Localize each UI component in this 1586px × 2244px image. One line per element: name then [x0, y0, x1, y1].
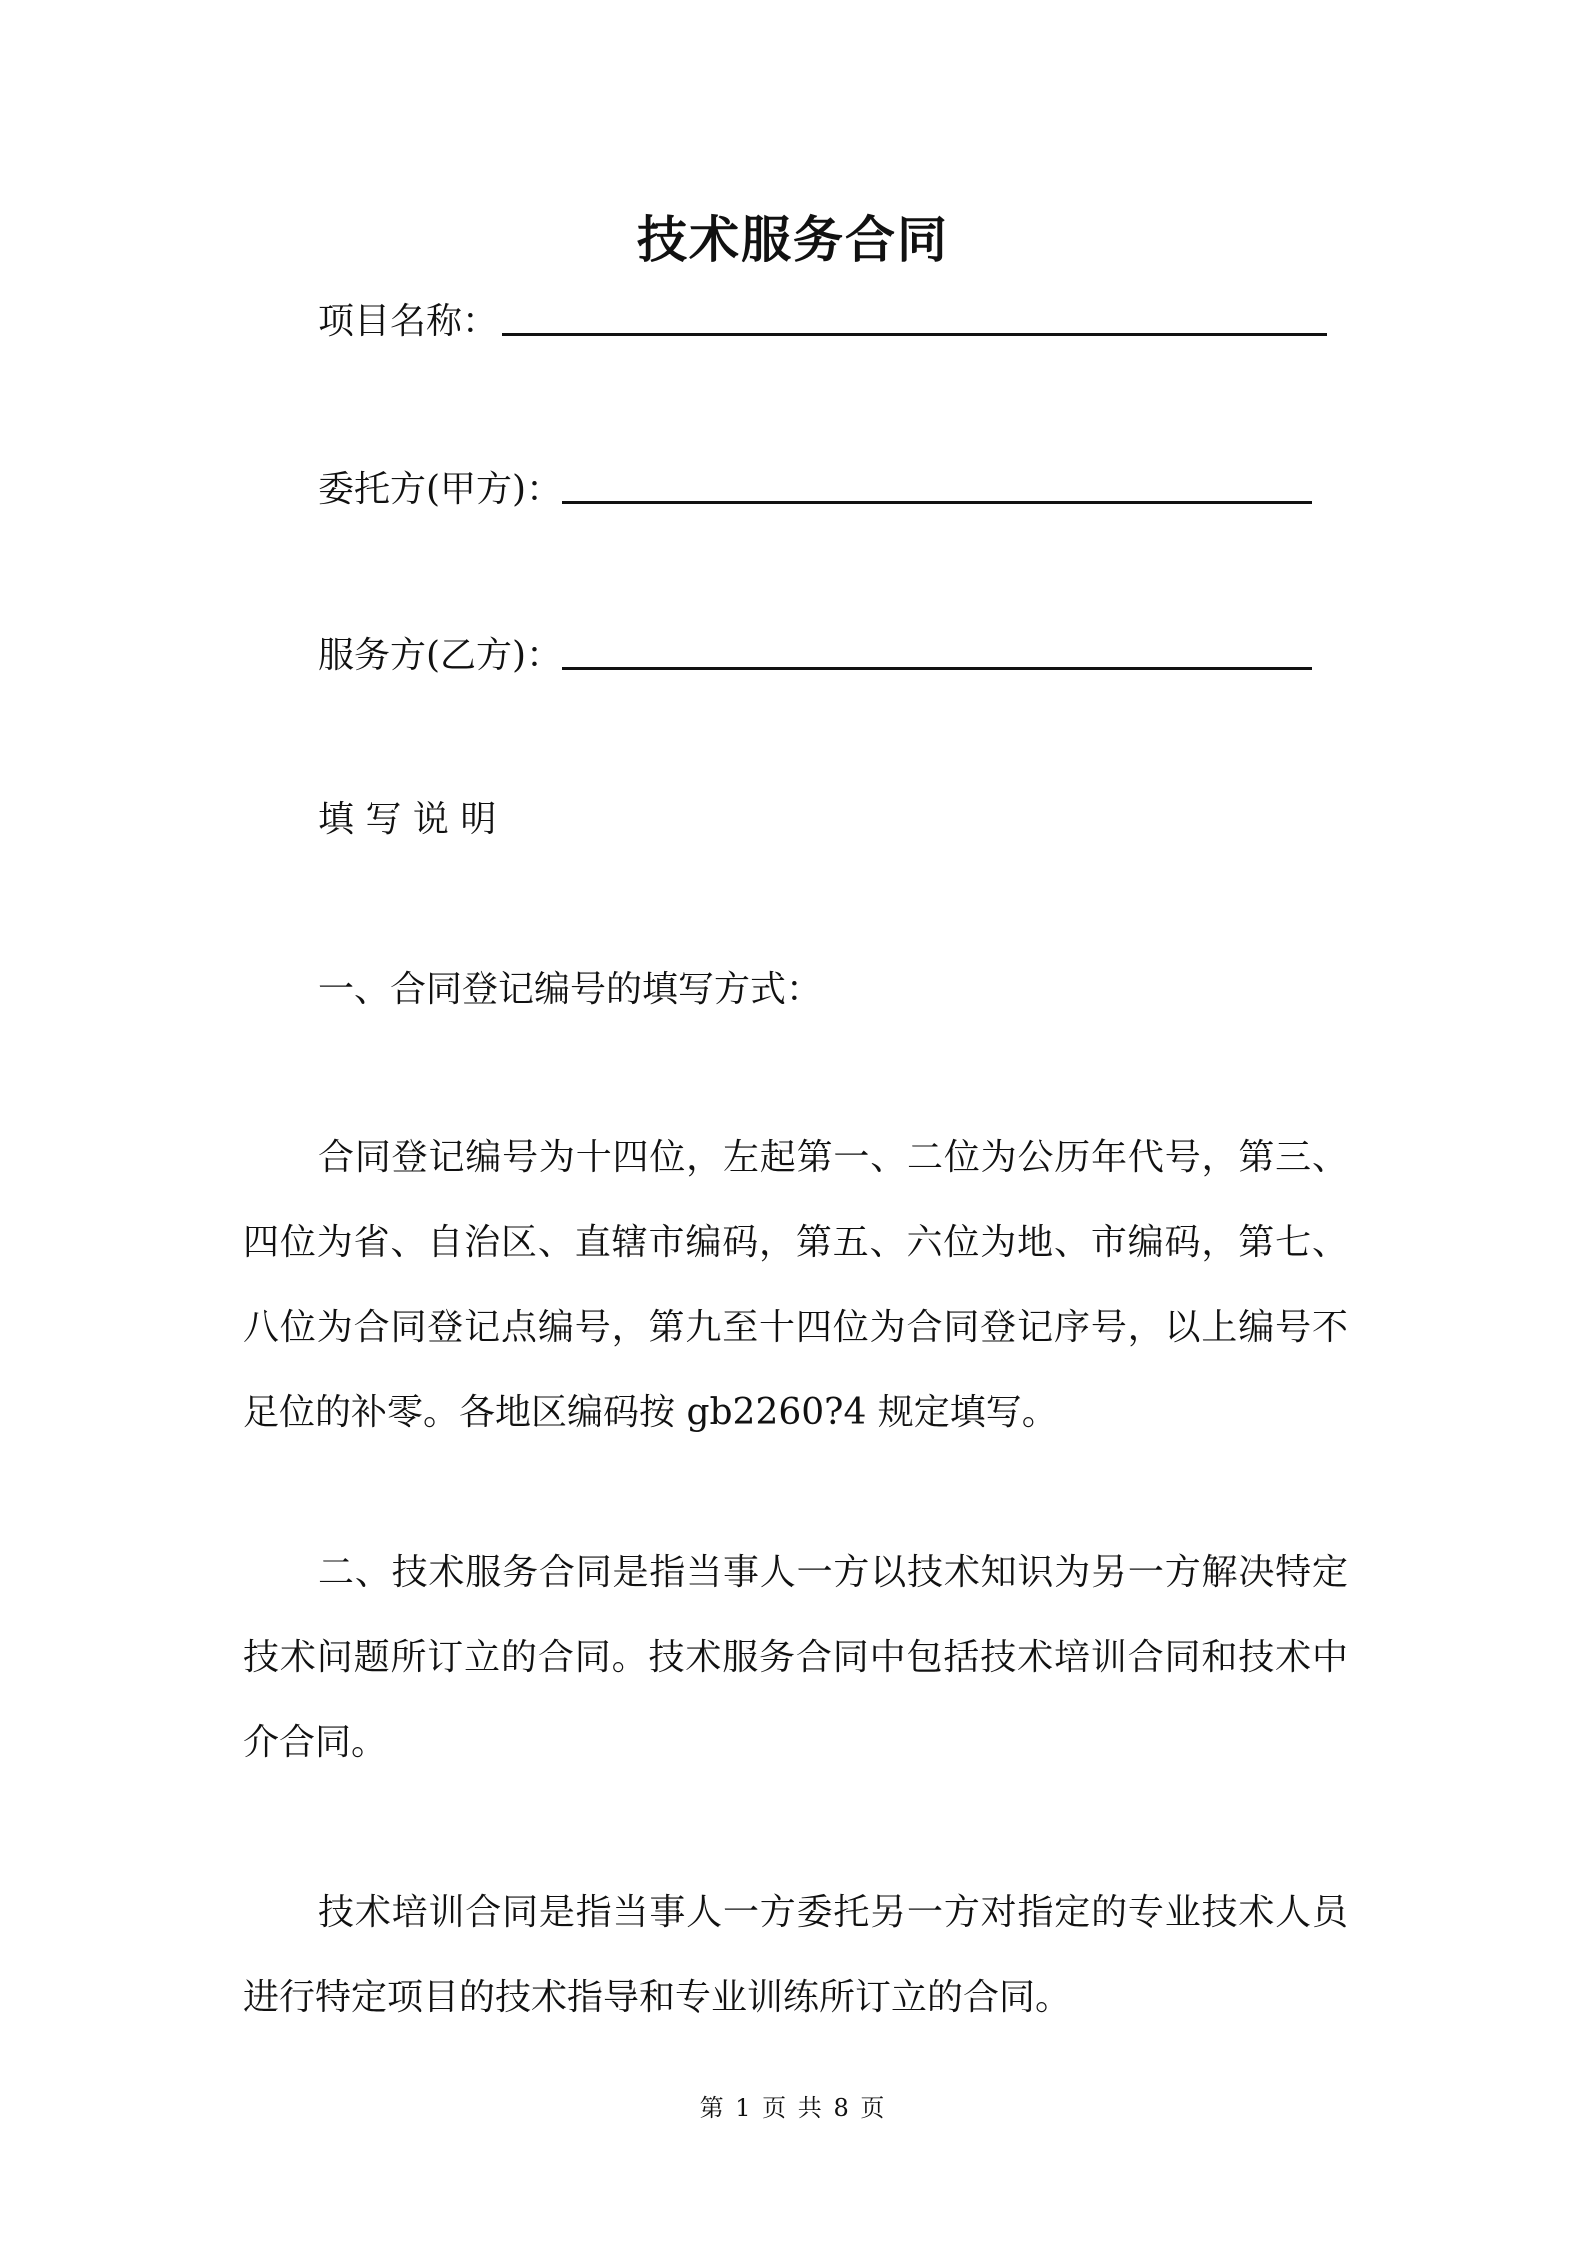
service-party-blank-line — [562, 667, 1312, 670]
paragraph-training-contract-definition: 技术培训合同是指当事人一方委托另一方对指定的专业技术人员进行特定项目的技术指导和专业训练所订立的合同。 — [243, 1892, 1348, 2018]
client-party-label: 委托方(甲方)： — [318, 469, 563, 510]
project-name-blank-line — [502, 333, 1327, 336]
section-1-heading: 一、合同登记编号的填写方式： — [318, 969, 823, 1010]
project-name-label: 项目名称： — [318, 301, 499, 342]
page-footer: 第 1 页 共 8 页 — [699, 2094, 887, 2122]
instructions-heading: 填 写 说 明 — [318, 799, 497, 840]
document-title: 技术服务合同 — [637, 210, 949, 269]
service-party-label: 服务方(乙方)： — [318, 635, 563, 676]
client-party-blank-line — [562, 501, 1312, 504]
paragraph-registration-number: 合同登记编号为十四位，左起第一、二位为公历年代号，第三、四位为省、自治区、直辖市编码，第五、六位为地、市编码，第七、八位为合同登记点编号，第九至十四位为合同登记序号，以上编号不足位的补零。各地区编码按 gb2260?4 规定填写。 — [243, 1137, 1348, 1433]
paragraph-service-contract-definition: 二、技术服务合同是指当事人一方以技术知识为另一方解决特定技术问题所订立的合同。技术服务合同中包括技术培训合同和技术中介合同。 — [243, 1552, 1348, 1763]
